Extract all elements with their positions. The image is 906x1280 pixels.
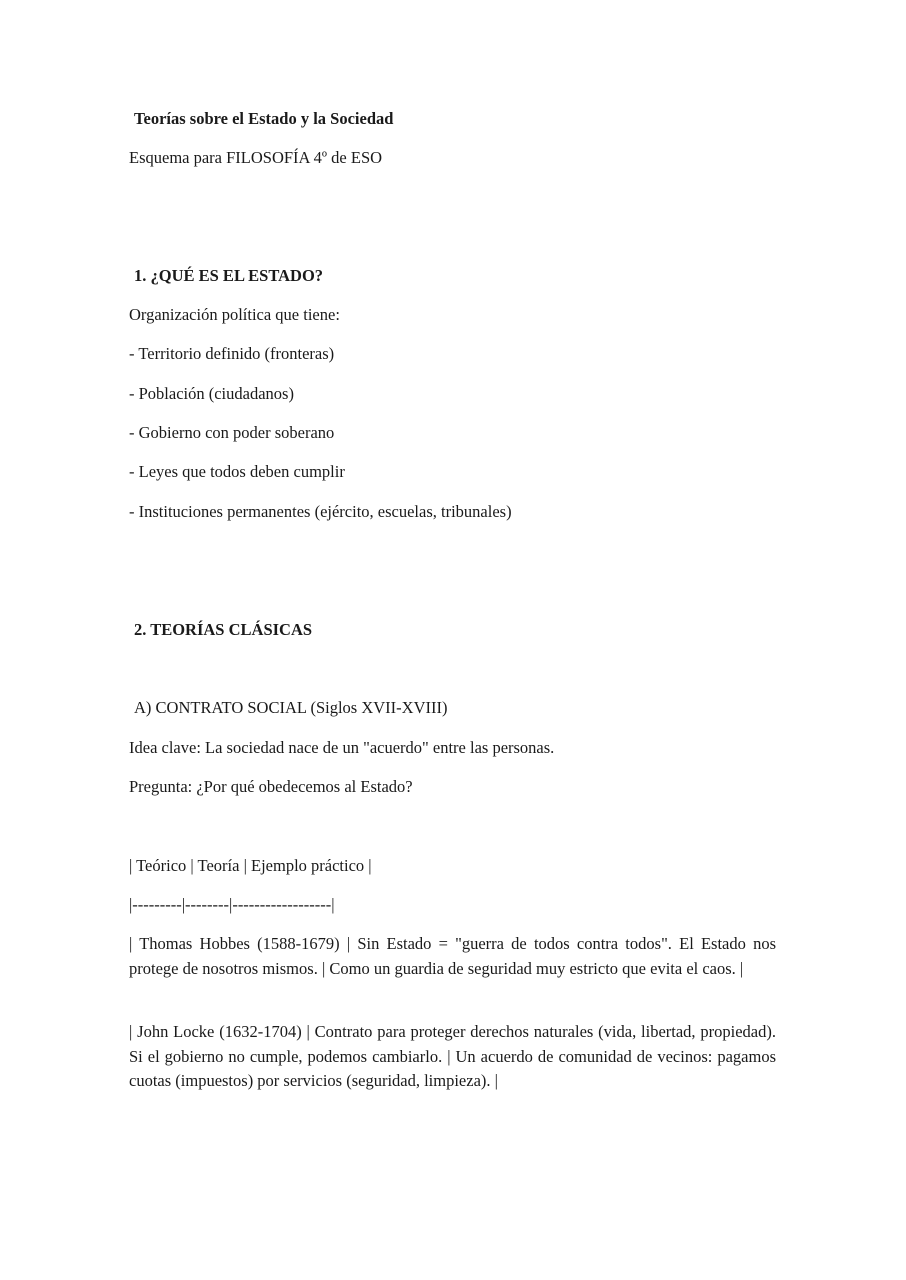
document-subtitle: Esquema para FILOSOFÍA 4º de ESO	[129, 148, 383, 167]
list-item: - Leyes que todos deben cumplir	[129, 462, 345, 481]
subsection-a-heading: A) CONTRATO SOCIAL (Siglos XVII-XVIII)	[134, 698, 448, 717]
table-separator: |---------|--------|------------------|	[129, 895, 335, 914]
key-idea: Idea clave: La sociedad nace de un "acuerdo" entre las personas.	[129, 738, 555, 757]
question: Pregunta: ¿Por qué obedecemos al Estado?	[129, 777, 413, 796]
list-item: - Población (ciudadanos)	[129, 384, 294, 403]
section-1-heading: 1. ¿QUÉ ES EL ESTADO?	[134, 266, 324, 285]
table-header: | Teórico | Teoría | Ejemplo práctico |	[129, 856, 372, 875]
section-2-heading: 2. TEORÍAS CLÁSICAS	[134, 620, 313, 639]
list-item: - Instituciones permanentes (ejército, escuelas, tribunales)	[129, 502, 512, 521]
list-item: - Territorio definido (fronteras)	[129, 344, 335, 363]
document-title: Teorías sobre el Estado y la Sociedad	[134, 109, 394, 128]
table-row: | Thomas Hobbes (1588-1679) | Sin Estado = "guerra de todos contra todos". El Estado nos protege de nosotros mismos. | Como un guardia de seguridad muy estricto que evita el caos. |	[129, 934, 776, 978]
section-1-intro: Organización política que tiene:	[129, 305, 340, 324]
list-item: - Gobierno con poder soberano	[129, 423, 335, 442]
table-row: | John Locke (1632-1704) | Contrato para proteger derechos naturales (vida, libertad, propiedad). Si el gobierno no cumple, podemos cambiarlo. | Un acuerdo de comunidad de vecinos: pagamos cuotas (impuestos) por servicios (seguridad, limpieza). |	[129, 1022, 776, 1090]
